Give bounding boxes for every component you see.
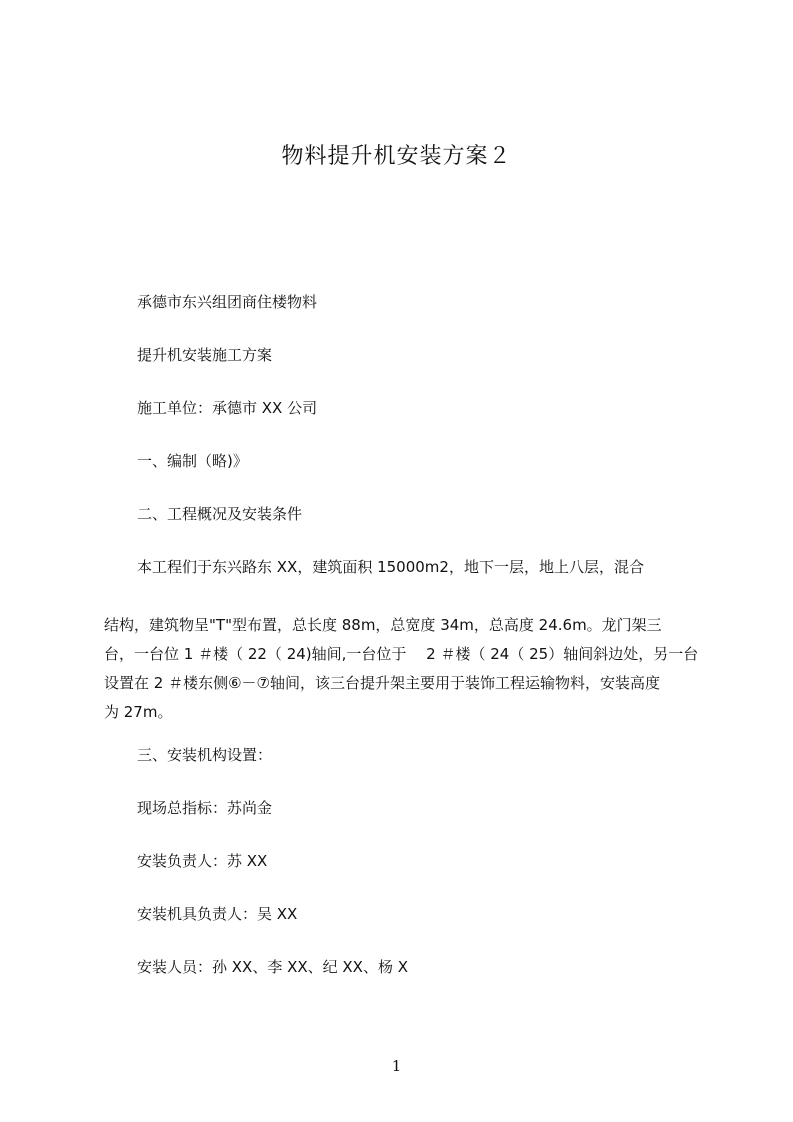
text-line-installers: 安装人员：孙 XX、李 XX、纪 XX、杨 X bbox=[137, 958, 409, 976]
paragraph-line: 为 27m。 bbox=[104, 703, 173, 721]
paragraph-line: 结构，建筑物呈"T"型布置，总长度 88m，总宽度 34m，总高度 24.6m。龙门架三 bbox=[104, 616, 662, 634]
paragraph-line: 台，一台位 1 ＃楼（ 22（ 24)轴间,一台位于 2 ＃楼（ 24（ 25）轴间斜边处，另一台 bbox=[104, 645, 699, 663]
paragraph-line: 设置在 2 ＃楼东侧⑥－⑦轴间，该三台提升架主要用于装饰工程运输物料，安装高度 bbox=[104, 674, 660, 692]
text-line-equipment-lead: 安装机具负责人：吴 XX bbox=[137, 905, 298, 923]
section-heading-compilation: 一、编制（略)》 bbox=[137, 452, 248, 470]
text-line-site-director: 现场总指标：苏尚金 bbox=[137, 799, 273, 817]
document-title: 物料提升机安装方案２ bbox=[281, 144, 512, 169]
page-number: 1 bbox=[391, 1057, 402, 1075]
section-heading-organization: 三、安装机构设置： bbox=[137, 746, 273, 764]
text-line-installation-lead: 安装负责人：苏 XX bbox=[137, 852, 268, 870]
text-line-project-name: 承德市东兴组团商住楼物料 bbox=[137, 293, 318, 311]
text-line-construction-unit: 施工单位：承德市 XX 公司 bbox=[137, 399, 318, 417]
text-line-overview-start: 本工程们于东兴路东 XX，建筑面积 15000m2，地下一层，地上八层，混合 bbox=[137, 558, 644, 576]
overview-paragraph bbox=[104, 611, 701, 727]
section-heading-overview: 二、工程概况及安装条件 bbox=[137, 505, 303, 523]
text-line-plan-title: 提升机安装施工方案 bbox=[137, 346, 273, 364]
